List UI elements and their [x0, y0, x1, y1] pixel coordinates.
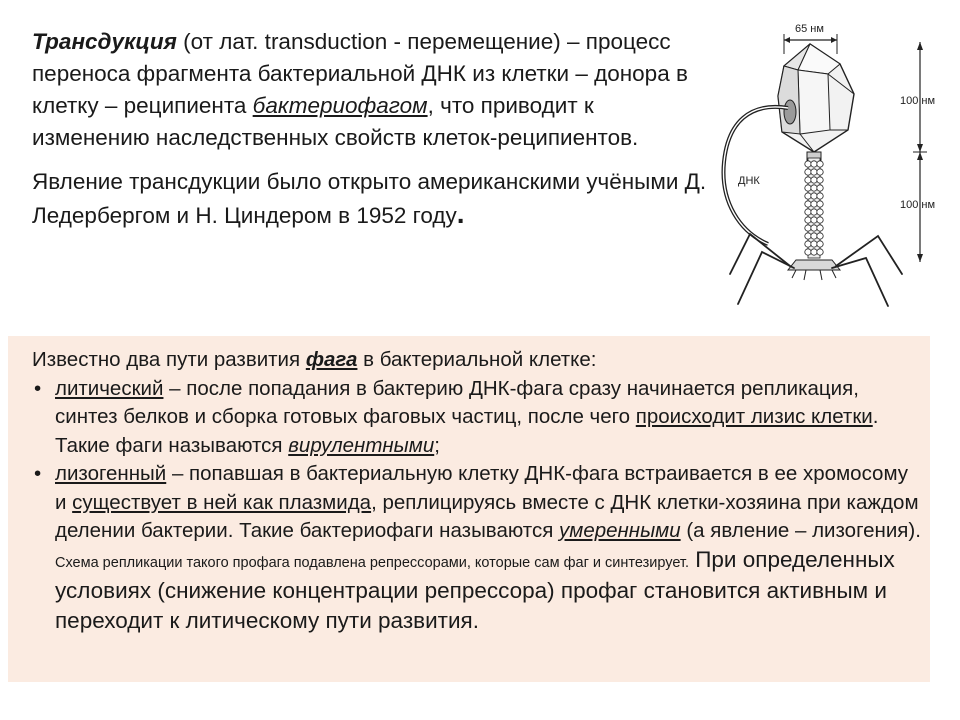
definition-part-1: процесс переноса фрагмента бактериальной ДНК из клетки – донора в клетку – реципиента [32, 29, 688, 118]
paths-intro [32, 346, 922, 375]
lytic-lysis-phrase: происходит лизис клетки [635, 405, 873, 428]
lysogenic-text-1: – попавшая в бактериальную клетку ДНК-фага встраивается в ее хромосому и [55, 462, 909, 514]
development-paths-box [8, 336, 930, 682]
dna-label: ДНК [738, 175, 760, 187]
term-temperate: умеренными [559, 519, 681, 542]
list-item-lysogenic [32, 460, 922, 636]
definition-part-2: , что приводит к изменению наследственных свойств клеток-реципиентов. [32, 93, 639, 150]
term-origin: (от лат. transduction - перемещение) – [176, 29, 580, 54]
paths-lead-end: в бактериальной клетке: [357, 348, 597, 371]
lysogenic-text-2: , реплицируясь вместе с ДНК клетки-хозяина при каждом делении бактерии. Такие бактериофаги называются [55, 490, 919, 542]
lysogenic-text-3: (а явление – лизогения). [680, 519, 921, 542]
paths-list [32, 375, 922, 637]
term-lytic: литический [55, 376, 164, 400]
discovery-text: Явление трансдукции было открыто американскими учёными Д. Ледербергом и Н. Циндером в 1952 году [32, 169, 707, 228]
bullet-mark: • [34, 376, 42, 400]
term-virulent: вирулентными [288, 433, 435, 457]
paths-lead: Известно два пути развития [32, 348, 306, 371]
lytic-text-3: ; [434, 433, 440, 457]
lysogenic-plasmid-phrase: существует в ней как плазмида [72, 490, 372, 514]
tail-length-label: 100 нм [900, 199, 936, 211]
bacteriophage-diagram [710, 12, 960, 312]
term-lysogenic: лизогенный [55, 462, 167, 485]
discovery-period: . [456, 198, 465, 229]
definition-paragraph [32, 26, 712, 154]
list-item-lytic [32, 375, 922, 461]
lytic-text-1: – после попадания в бактерию ДНК-фага сразу начинается репликация, синтез белков и сборка готовых фаговых частиц, после чего [55, 376, 859, 428]
lysogenic-text-4: При определенных условиях (снижение концентрации репрессора) профаг становится активным и переходит к литическому пути развития. [55, 546, 895, 633]
lytic-text-2: . Такие фаги называются [55, 405, 879, 457]
repressor-note: Схема репликации такого профага подавлена репрессорами, которые сам фаг и синтезирует. [55, 554, 689, 571]
term-phage: фага [305, 348, 358, 371]
discovery-paragraph [32, 166, 712, 232]
term-transduction: Трансдукция [32, 29, 177, 54]
width-label: 65 нм [795, 23, 824, 35]
bullet-mark: • [34, 462, 42, 485]
intro-text [32, 26, 712, 232]
term-bacteriophage: бактериофагом [252, 93, 428, 118]
head-length-label: 100 нм [900, 95, 936, 107]
development-paths-text [32, 346, 922, 636]
